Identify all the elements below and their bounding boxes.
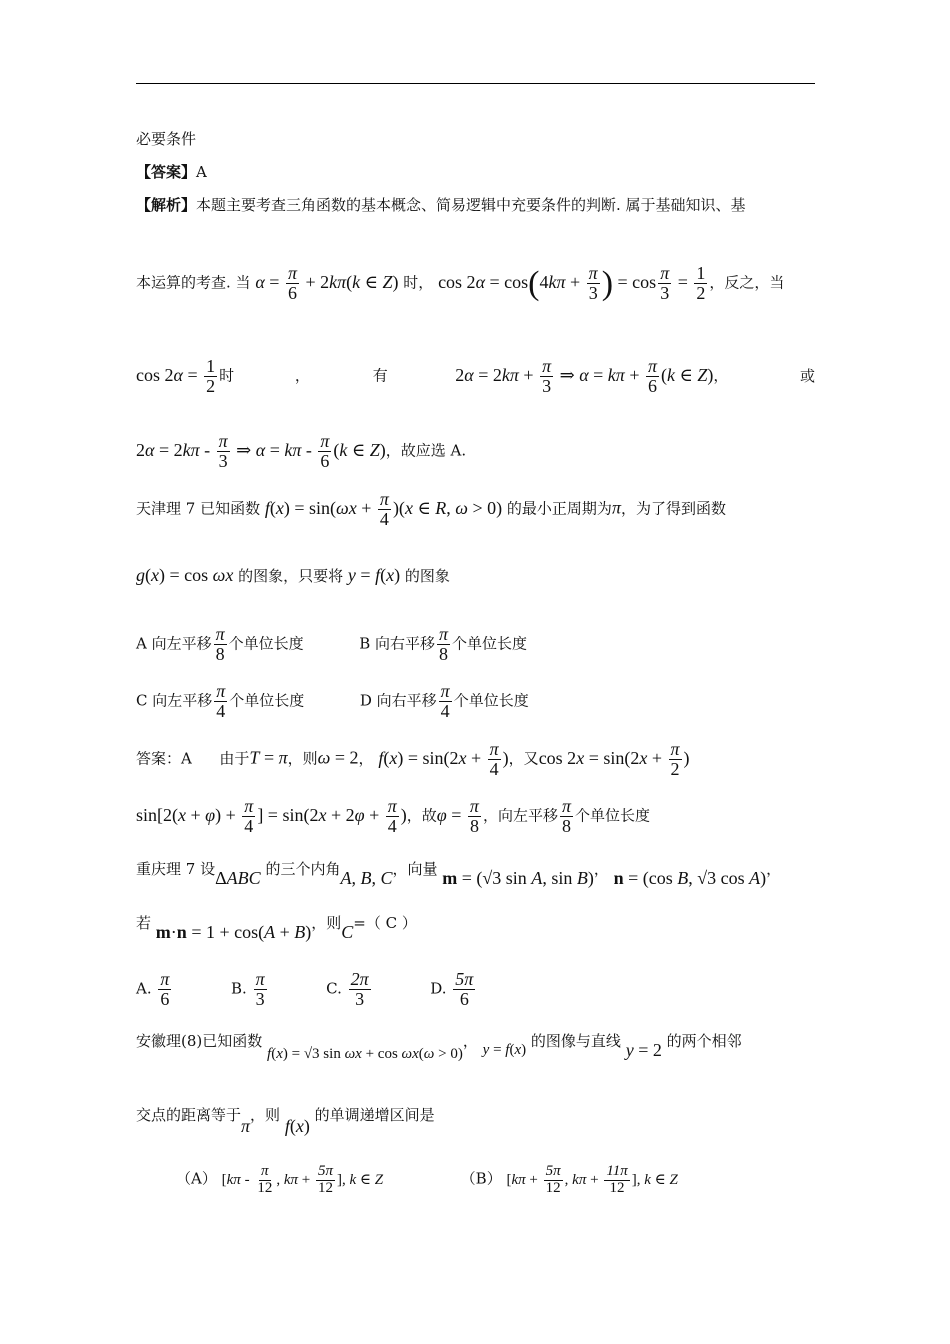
question-anhui: 安徽理(8)已知函数 f(x) = √3 sin ωx + cos ωx(ω > 0)， y = f(x) 的图像与直线 y = 2 的两个相邻	[136, 1032, 742, 1062]
question-tianjin-2	[136, 565, 450, 586]
formula-gx: g(x) = cos ωx	[136, 565, 234, 585]
formula-alpha: α = $\frac{\pi}{6}$ + 2kπ(k ∈ Z)	[255, 263, 399, 303]
formula-shift: sin[2(x + φ) + $\frac{\pi}{4}$ ] = sin(2x + 2φ + $\frac{\pi}{4}$ )	[136, 796, 407, 836]
choice-c: C.	[326, 979, 342, 998]
formula-y-fx: y = f(x)	[347, 565, 401, 585]
text: ，为了得到函数	[620, 499, 726, 518]
formula-2alpha-plus: 2α = 2kπ + $\frac{\pi}{3}$ ⇒ α = kπ + $\frac{\pi}{6}$ (k ∈ Z)	[455, 356, 714, 396]
text: 的单调递增区间是	[314, 1106, 435, 1124]
text: ，又	[508, 749, 539, 768]
formula-sin2x: f(x) = sin(2x + $\frac{\pi}{4}$ )	[378, 739, 509, 779]
text: ，则	[287, 749, 318, 768]
text: ，反之，当	[709, 273, 785, 292]
text: 交点的距离等于	[136, 1106, 242, 1124]
text: 或	[799, 367, 815, 385]
text: 有	[372, 366, 388, 385]
choices-row: A. $\frac{\pi}{6}$ B. $\frac{\pi}{3}$ C. $\frac{2\pi}{3}$ D. $\frac{5\pi}{6}$	[136, 969, 474, 1009]
text: 的图象	[404, 567, 450, 585]
option-d: D 向右平移	[359, 691, 437, 710]
text: ，	[593, 860, 609, 878]
text: ，向左平移	[482, 806, 558, 825]
formula-fx-anhui: f(x) = √3 sin ωx + cos ωx(ω > 0)	[267, 1046, 463, 1062]
text: 若	[136, 914, 152, 932]
answer-value: A	[196, 163, 207, 181]
unit-text: 个单位长度	[228, 634, 304, 653]
header-rule	[136, 83, 815, 84]
answer-explanation-2: sin[2(x + φ) + $\frac{\pi}{4}$ ] = sin(2x + 2φ + $\frac{\pi}{4}$ )，故φ = $\frac{\pi}{8}$ ，向左平移 $\frac{\pi}{8}$ 个单位长度	[136, 796, 651, 837]
option-c: C 向左平移	[136, 691, 213, 710]
option-row-cd: C 向左平移 $\frac{\pi}{4}$ 个单位长度 D 向右平移 $\frac{\pi}{4}$ 个单位长度	[136, 681, 529, 721]
choice-a: A.	[136, 979, 152, 998]
text: 的图像与直线	[530, 1032, 621, 1050]
unit-text: 个单位长度	[229, 691, 305, 710]
text: 本运算的考查. 当	[136, 273, 251, 292]
text: 由于	[219, 749, 250, 768]
option-a: A 向左平移	[136, 634, 212, 653]
question-anhui-2: 交点的距离等于π，则 f(x) 的单调递增区间是	[136, 1106, 435, 1136]
text-line-1	[136, 128, 196, 149]
text: =（ C ）	[353, 914, 417, 932]
option-b: B 向右平移	[359, 634, 436, 653]
text: 答案：A	[136, 749, 192, 768]
formula-cos2alpha-half: cos 2α = $\frac{1}{2}$	[136, 356, 216, 396]
text: 天津理 7 已知函数	[136, 499, 261, 518]
formula-dot: m·n = 1 + cos(A + B)	[155, 922, 312, 942]
option-row-ab: A 向左平移 $\frac{\pi}{8}$ 个单位长度 B 向右平移 $\frac{\pi}{8}$ 个单位长度	[136, 624, 528, 664]
choice-d: D.	[430, 979, 447, 998]
unit-text: 个单位长度	[452, 634, 528, 653]
answer-explanation: 答案：A 由于T = π，则ω = 2， f(x) = sin(2x + $\frac{\pi}{4}$ )，又cos 2x = sin(2x + $\frac{\pi}{2}$ )	[136, 739, 690, 779]
option-a: （A）	[176, 1169, 217, 1188]
unit-text: 个单位长度	[575, 806, 651, 825]
text: 安徽理(8)已知函数	[136, 1032, 263, 1050]
question-tianjin: 天津理 7 已知函数 f(x) = sin(ωx + $\frac{\pi}{4}$ )(x ∈ R, ω > 0) 的最小正周期为π，为了得到函数	[136, 489, 726, 529]
text: ，则	[311, 914, 342, 932]
text: ，	[766, 860, 782, 878]
text: 的最小正周期为	[506, 499, 612, 518]
interval-b: [kπ + $\frac{5\pi}{12}$ , kπ + $\frac{11\pi}{12}$ ], k ∈ Z	[506, 1163, 678, 1196]
analysis-line-3: cos 2α = $\frac{1}{2}$ 时 ， 有 2α = 2kπ + $\frac{\pi}{3}$ ⇒ α = kπ + $\frac{\pi}{6}$ (k ∈ Z)， 或	[136, 356, 815, 396]
text: ，故	[406, 806, 437, 825]
answer-tag: 【答案】	[136, 163, 197, 181]
question-chongqing-2: 若 m·n = 1 + cos(A + B)，则C=（ C ）	[136, 914, 417, 942]
text: 的图象，只要将	[238, 567, 344, 585]
formula-cos2alpha: cos 2α = cos(4kπ + $\frac{\pi}{3}$ ) = cos $\frac{\pi}{3}$ = $\frac{1}{2}$	[438, 263, 706, 303]
option-b: （B）	[460, 1169, 502, 1188]
analysis-tag: 【解析】	[136, 196, 197, 214]
text: ，则	[250, 1106, 281, 1124]
text: 时，	[403, 273, 434, 292]
text: 重庆理 7 设	[136, 860, 216, 878]
analysis-line-4	[136, 432, 466, 471]
analysis-line	[136, 194, 746, 215]
formula-fx: f(x) = sin(ωx + $\frac{\pi}{4}$ )(x ∈ R, ω > 0)	[264, 489, 503, 529]
answer-line	[136, 161, 207, 182]
text: 的两个相邻	[666, 1032, 742, 1050]
analysis-text: 本题主要考查三角函数的基本概念、简易逻辑中充要条件的判断. 属于基础知识、基	[196, 196, 746, 214]
unit-text: 个单位长度	[453, 691, 529, 710]
vector-n: n = (cos B, √3 cos A)	[613, 868, 767, 888]
text: ，向量	[392, 860, 438, 878]
text: ，	[358, 749, 374, 768]
analysis-line-2	[136, 264, 784, 303]
text: ，	[294, 366, 310, 385]
text: 的三个内角	[265, 860, 341, 878]
choice-b: B.	[230, 979, 247, 998]
formula-2alpha-minus: 2α = 2kπ - $\frac{\pi}{3}$ ⇒ α = kπ - $\frac{\pi}{6}$ (k ∈ Z)	[136, 431, 386, 471]
anhui-options	[176, 1164, 678, 1197]
text: ，	[462, 1032, 478, 1050]
continuation-text: 必要条件	[136, 130, 197, 148]
question-chongqing: 重庆理 7 设ΔABC 的三个内角A, B, C，向量 m = (√3 sin A, sin B)， n = (cos B, √3 cos A)，	[136, 860, 782, 888]
interval-a: [kπ - $\frac{\pi}{12}$ , kπ + $\frac{5\pi}{12}$ ], k ∈ Z	[221, 1163, 384, 1196]
text: 时	[219, 366, 235, 385]
vector-m: m = (√3 sin A, sin B)	[442, 868, 594, 888]
text: ，故应选 A.	[385, 441, 467, 460]
